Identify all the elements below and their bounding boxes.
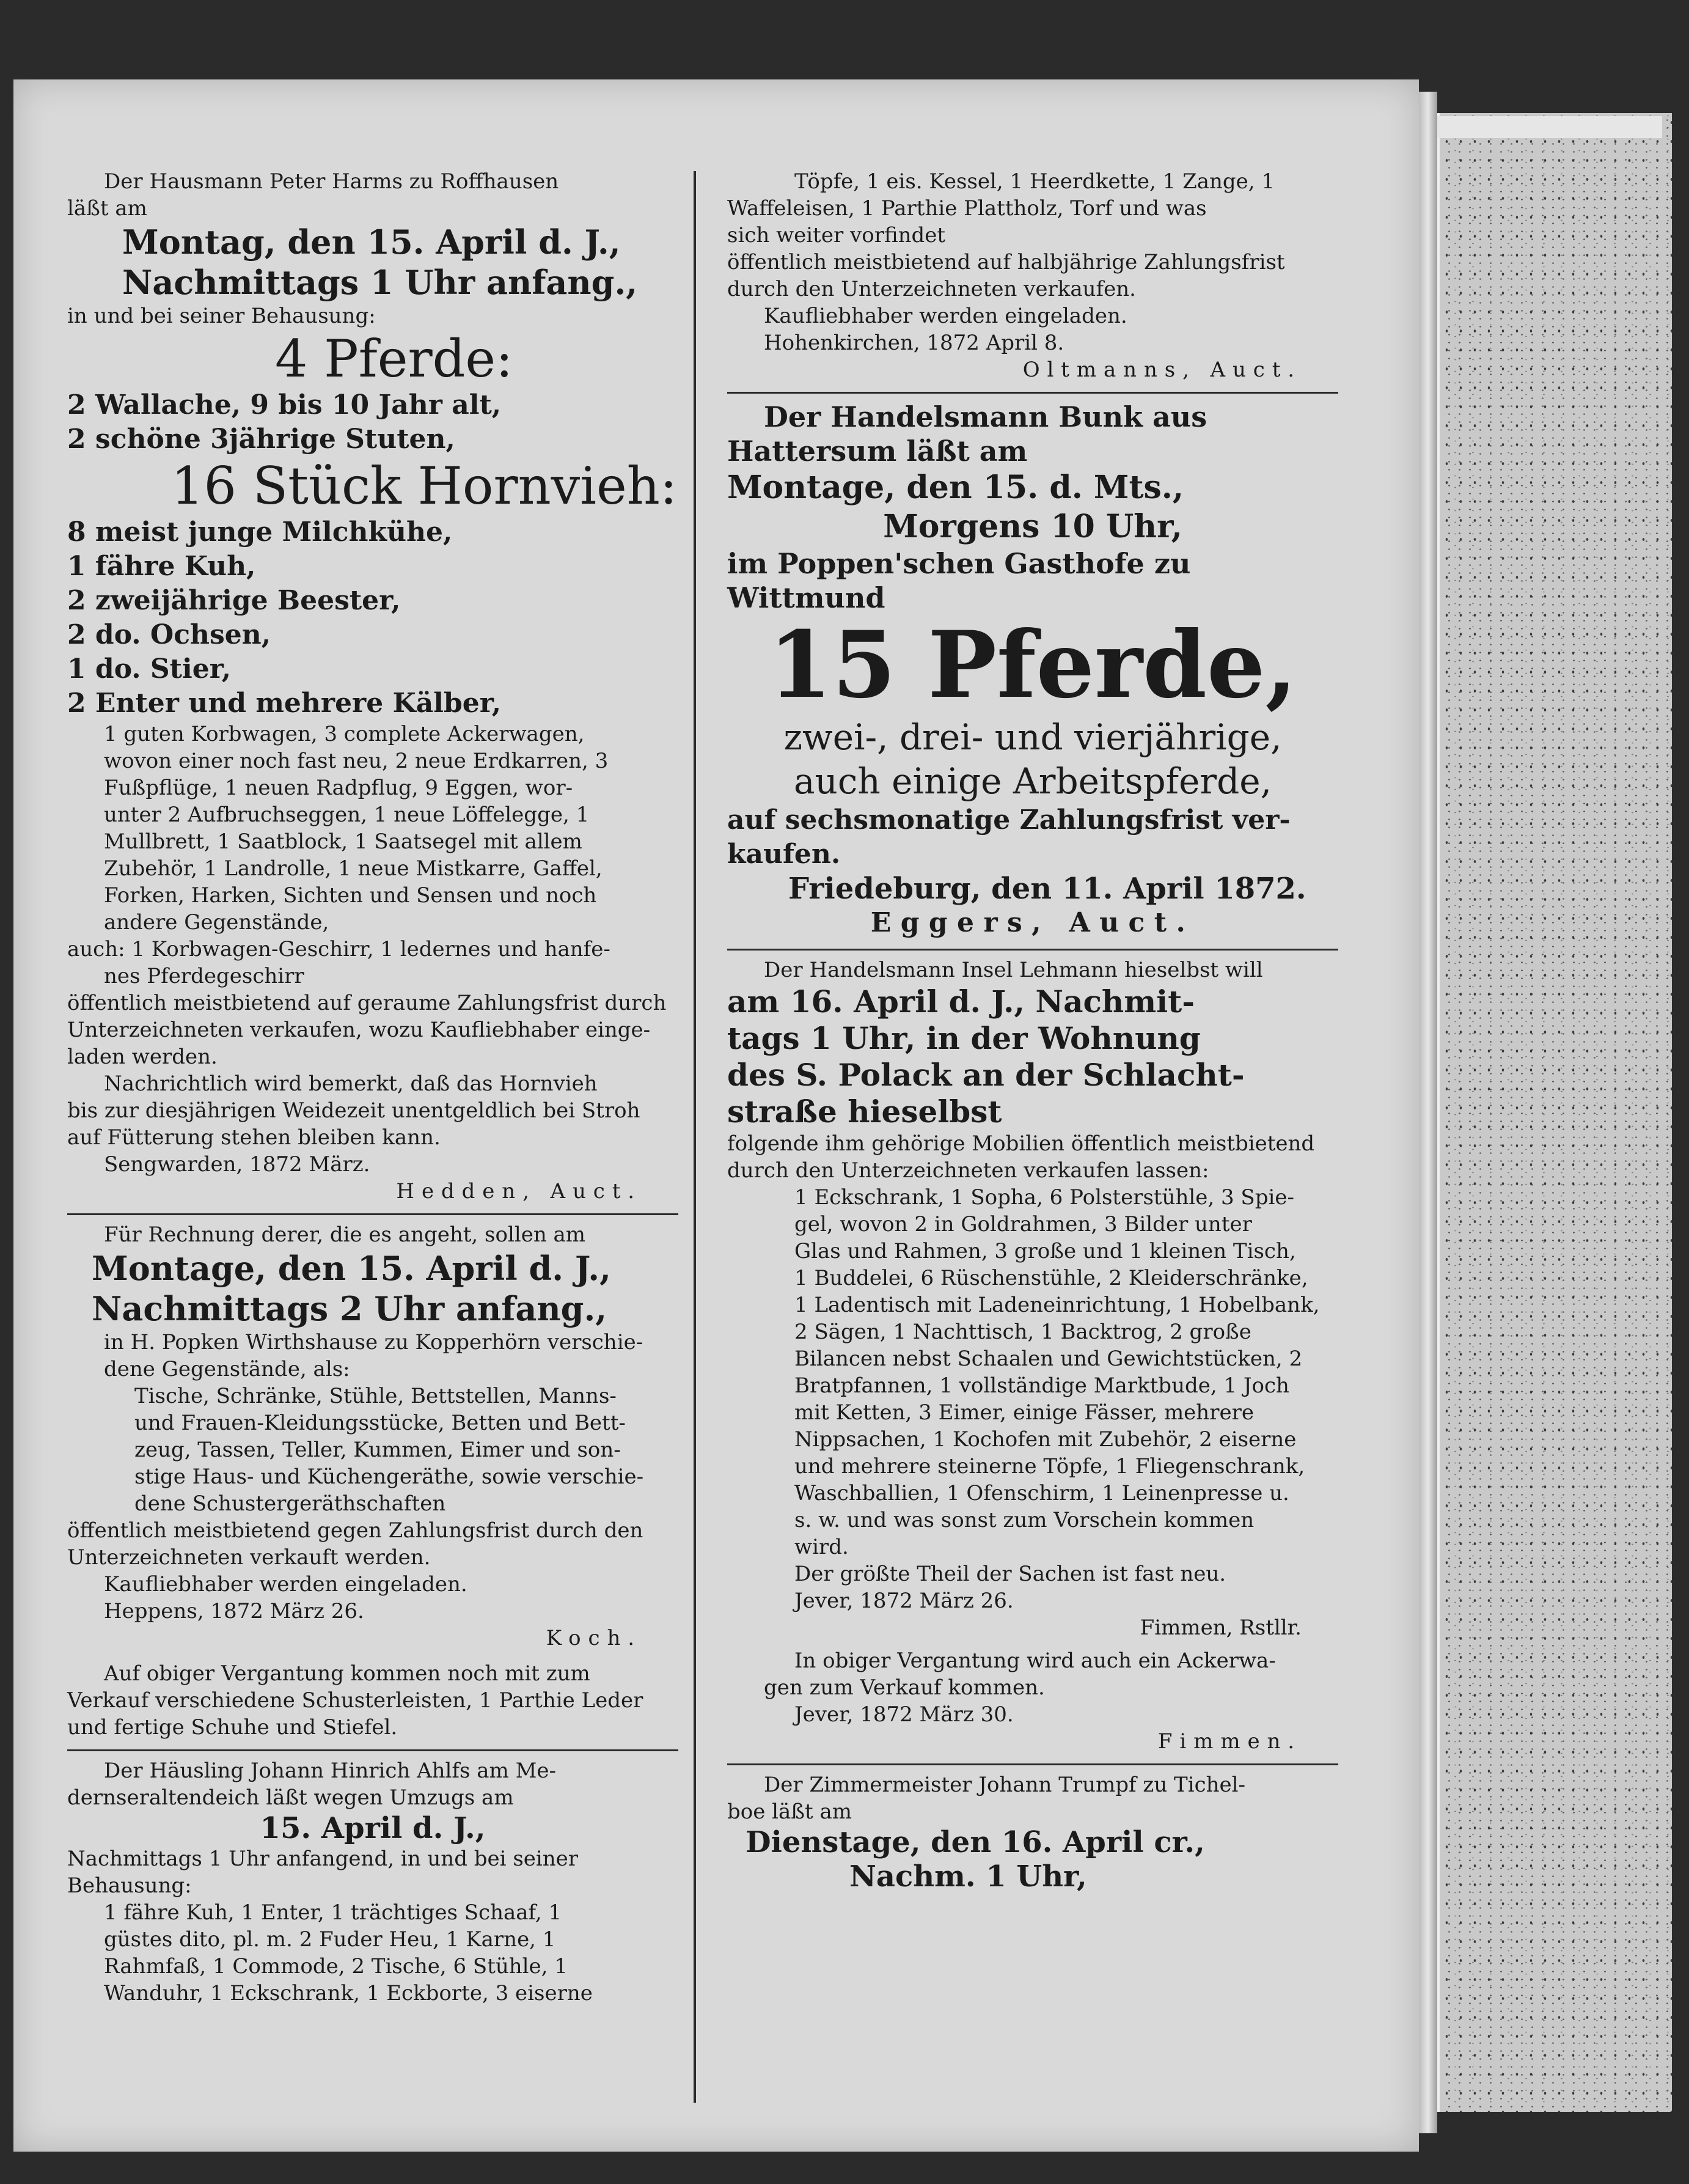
speckled-board [1437,113,1672,2112]
ad-text-line: 1 Buddelei, 6 Rüschenstühle, 2 Kleiderschränke, [794,1266,1308,1290]
ad-separator [727,392,1338,394]
ad-place-date: Jever, 1872 März 30. [794,1702,1014,1727]
ad-text-line: öffentlich meistbietend auf halbjährige Zahlungsfrist [727,250,1285,274]
ad-text-line: Hattersum läßt am [727,435,1028,468]
ad-text-line: läßt am [67,196,147,221]
ad-text-line: gen zum Verkauf kommen. [764,1675,1045,1700]
ad-text-line: Verkauf verschiedene Schusterleisten, 1 Parthie Leder [67,1688,643,1713]
ad-text-line: laden werden. [67,1045,218,1069]
ad-headline-horses: 4 Pferde: [275,329,513,389]
ad-text-line: auf sechsmonatige Zahlungsfrist ver- [727,804,1291,836]
ad-headline-horses: 15 Pferde, [768,611,1297,719]
ad-separator [727,1763,1338,1765]
ad-text-line: 1 Ladentisch mit Ladeneinrichtung, 1 Hobelbank, [794,1293,1320,1317]
ad-text-line: dernseraltendeich läßt wegen Umzugs am [67,1785,514,1810]
ad-headline-date: 15. April d. J., [260,1811,486,1845]
ad-headline-time: tags 1 Uhr, in der Wohnung [727,1020,1201,1056]
ad-separator [67,1213,678,1215]
ad-text-line: Nippsachen, 1 Kochofen mit Zubehör, 2 eiserne [794,1427,1297,1452]
ad-text-line: auch: 1 Korbwagen-Geschirr, 1 ledernes und hanfe- [67,937,610,961]
ad-bunk-auction [727,400,1338,940]
ad-headline-date: Montage, den 15. d. Mts., [727,469,1184,506]
ad-text-line: in und bei seiner Behausung: [67,304,376,328]
ad-text-line: sich weiter vorfindet [727,223,946,248]
ad-text-line: kaufen. [727,839,841,870]
ad-popken-auction [67,1221,678,1741]
ad-signature: Koch. [546,1626,642,1650]
ad-text-line: Wittmund [727,581,885,614]
ad-text-line: und Frauen-Kleidungsstücke, Betten und Bett- [134,1411,626,1435]
ad-headline-time: Nachmittags 1 Uhr anfang., [122,263,638,302]
ad-text-line: öffentlich meistbietend gegen Zahlungsfrist durch den [67,1518,643,1543]
ad-text-line: stige Haus- und Küchengeräthe, sowie verschie- [134,1465,644,1489]
ad-lehmann-auction [727,957,1338,1755]
ad-headline-place: des S. Polack an der Schlacht- [727,1057,1245,1093]
ad-item-line: 2 Wallache, 9 bis 10 Jahr alt, [67,389,502,421]
ad-text-line: zeug, Tassen, Teller, Kummen, Eimer und son- [134,1438,621,1462]
ad-text-line: dene Schustergeräthschaften [134,1491,446,1516]
ad-signature: Fimmen. [1157,1729,1302,1754]
right-column [727,168,1338,1894]
ad-text-line: In obiger Vergantung wird auch ein Ackerwa- [794,1649,1276,1673]
ad-text-line: Nachmittags 1 Uhr anfangend, in und bei seiner [67,1847,579,1871]
ad-text-line: boe läßt am [727,1800,852,1824]
ad-text-line: dene Gegenstände, als: [104,1357,350,1381]
ad-trumpf-auction [727,1771,1338,1894]
ad-text-line: Waschballien, 1 Ofenschirm, 1 Leinenpresse u. [794,1481,1289,1506]
ad-text-line: mit Ketten, 3 Eimer, einige Fässer, mehrere [794,1400,1254,1425]
ad-subheadline: auch einige Arbeitspferde, [793,760,1272,802]
ad-text-line: Unterzeichneten verkauft werden. [67,1545,431,1570]
ad-text-line: Unterzeichneten verkaufen, wozu Kaufliebhaber einge- [67,1018,651,1042]
ad-headline-date: Dienstage, den 16. April cr., [746,1825,1205,1859]
ad-text-line: 1 guten Korbwagen, 3 complete Ackerwagen, [104,722,585,746]
ad-text-line: öffentlich meistbietend auf geraume Zahlungsfrist durch [67,991,667,1015]
ad-text-line: andere Gegenstände, [104,910,329,935]
ad-text-line: Der Handelsmann Insel Lehmann hieselbst will [764,958,1263,982]
ad-text-line: Waffeleisen, 1 Parthie Plattholz, Torf und was [727,196,1207,221]
ad-text-line: Kaufliebhaber werden eingeladen. [764,304,1127,328]
ad-headline-cattle: 16 Stück Hornvieh: [171,456,678,516]
ad-text-line: Nachrichtlich wird bemerkt, daß das Hornvieh [104,1072,598,1096]
ad-text-line: folgende ihm gehörige Mobilien öffentlich meistbietend [727,1131,1315,1156]
ad-text-line: Kaufliebhaber werden eingeladen. [104,1572,467,1597]
ad-text-line: wird. [794,1535,849,1559]
ad-text-line: Bilancen nebst Schaalen und Gewichtstücken, 2 [794,1347,1303,1371]
ad-signature: Fimmen, Rstllr. [1140,1616,1302,1640]
ad-oltmanns-continued [727,168,1338,383]
ad-text-line: Auf obiger Vergantung kommen noch mit zum [104,1661,590,1686]
board-edge [1430,116,1662,138]
ad-signature: Eggers, Auct. [870,907,1195,938]
ad-text-line: Der größte Theil der Sachen ist fast neu. [794,1562,1226,1586]
ad-text-line: Zubehör, 1 Landrolle, 1 neue Mistkarre, Gaffel, [104,856,603,881]
ad-subheadline: zwei-, drei- und vierjährige, [783,716,1282,758]
ad-signature: Oltmanns, Auct. [1022,358,1302,382]
ad-text-line: Wanduhr, 1 Eckschrank, 1 Eckborte, 3 eiserne [104,1981,593,2006]
ad-signature: Hedden, Auct. [396,1179,642,1204]
ad-text-line: 1 fähre Kuh, 1 Enter, 1 trächtiges Schaaf, 1 [104,1900,562,1925]
ad-ahlfs-auction [67,1757,678,2007]
ad-text-line: im Poppen'schen Gasthofe zu [727,547,1191,580]
ad-text-line: in H. Popken Wirthshause zu Kopperhörn verschie- [104,1330,643,1355]
ad-text-line: Mullbrett, 1 Saatblock, 1 Saatsegel mit allem [104,829,582,854]
ad-item-line: 8 meist junge Milchkühe, [67,517,453,548]
ad-headline-date: am 16. April d. J., Nachmit- [727,984,1195,1020]
ad-headline-time: Nachmittags 2 Uhr anfang., [92,1289,607,1328]
ad-text-line: Der Hausmann Peter Harms zu Roffhausen [104,169,559,194]
ad-item-line: 2 do. Ochsen, [67,619,271,650]
ad-place-date: Friedeburg, den 11. April 1872. [788,872,1306,906]
ad-text-line: auf Fütterung stehen bleiben kann. [67,1125,441,1150]
ad-item-line: 1 do. Stier, [67,653,232,685]
ad-text-line: Bratpfannen, 1 vollständige Marktbude, 1 Joch [794,1373,1289,1398]
left-column [67,168,678,2007]
ad-text-line: Töpfe, 1 eis. Kessel, 1 Heerdkette, 1 Zange, 1 [794,169,1275,194]
ad-text-line: Forken, Harken, Sichten und Sensen und noch [104,883,597,908]
ad-text-line: Für Rechnung derer, die es angeht, sollen am [104,1223,586,1247]
ad-separator [67,1749,678,1751]
ad-text-line: Fußpflüge, 1 neuen Radpflug, 9 Eggen, wor- [104,776,573,800]
ad-text-line: Behausung: [67,1873,192,1898]
ad-text-line: Der Häusling Johann Hinrich Ahlfs am Me- [104,1759,556,1783]
ad-headline-time: Morgens 10 Uhr, [883,508,1182,545]
ad-headline-time: Nachm. 1 Uhr, [849,1859,1087,1894]
ad-text-line: güstes dito, pl. m. 2 Fuder Heu, 1 Karne, 1 [104,1927,556,1952]
ad-harms-auction [67,168,678,1205]
ad-text-line: Rahmfaß, 1 Commode, 2 Tische, 6 Stühle, 1 [104,1954,568,1979]
ad-text-line: 2 Sägen, 1 Nachttisch, 1 Backtrog, 2 große [794,1320,1251,1344]
ad-text-line: und mehrere steinerne Töpfe, 1 Fliegenschrank, [794,1454,1305,1479]
ad-text-line: gel, wovon 2 in Goldrahmen, 3 Bilder unter [794,1212,1252,1237]
ad-item-line: 2 schöne 3jährige Stuten, [67,424,455,455]
ad-text-line: s. w. und was sonst zum Vorschein kommen [794,1508,1255,1532]
ad-text-line: Tische, Schränke, Stühle, Bettstellen, Manns- [134,1384,617,1408]
ad-text-line: 1 Eckschrank, 1 Sopha, 6 Polsterstühle, 3 Spie- [794,1185,1294,1210]
ad-place-date: Hohenkirchen, 1872 April 8. [764,331,1064,355]
ad-text-line: unter 2 Aufbruchseggen, 1 neue Löffelegge, 1 [104,803,590,827]
ad-text-line: durch den Unterzeichneten verkaufen lassen: [727,1158,1209,1183]
ad-headline-place: straße hieselbst [727,1094,1002,1130]
ad-item-line: 2 Enter und mehrere Kälber, [67,688,502,719]
ad-item-line: 1 fähre Kuh, [67,551,256,582]
ad-separator [727,949,1338,950]
ad-headline-date: Montag, den 15. April d. J., [122,222,621,262]
ad-place-date: Heppens, 1872 März 26. [104,1599,364,1623]
ad-text-line: und fertige Schuhe und Stiefel. [67,1715,398,1740]
ad-text-line: durch den Unterzeichneten verkaufen. [727,277,1136,301]
column-divider [694,171,696,2103]
ad-place-date: Jever, 1872 März 26. [794,1589,1014,1613]
page-edge [1419,92,1437,2133]
ad-text-line: nes Pferdegeschirr [104,964,304,988]
ad-text-line: bis zur diesjährigen Weidezeit unentgeldlich bei Stroh [67,1098,640,1123]
ad-text-line: wovon einer noch fast neu, 2 neue Erdkarren, 3 [104,749,609,773]
ad-place-date: Sengwarden, 1872 März. [104,1152,370,1177]
ad-text-line: Glas und Rahmen, 3 große und 1 kleinen Tisch, [794,1239,1296,1263]
ad-text-line: Der Handelsmann Bunk aus [764,400,1207,433]
ad-text-line: Der Zimmermeister Johann Trumpf zu Tichel- [764,1773,1246,1797]
ad-headline-date: Montage, den 15. April d. J., [92,1249,611,1288]
ad-item-line: 2 zweijährige Beester, [67,585,401,616]
